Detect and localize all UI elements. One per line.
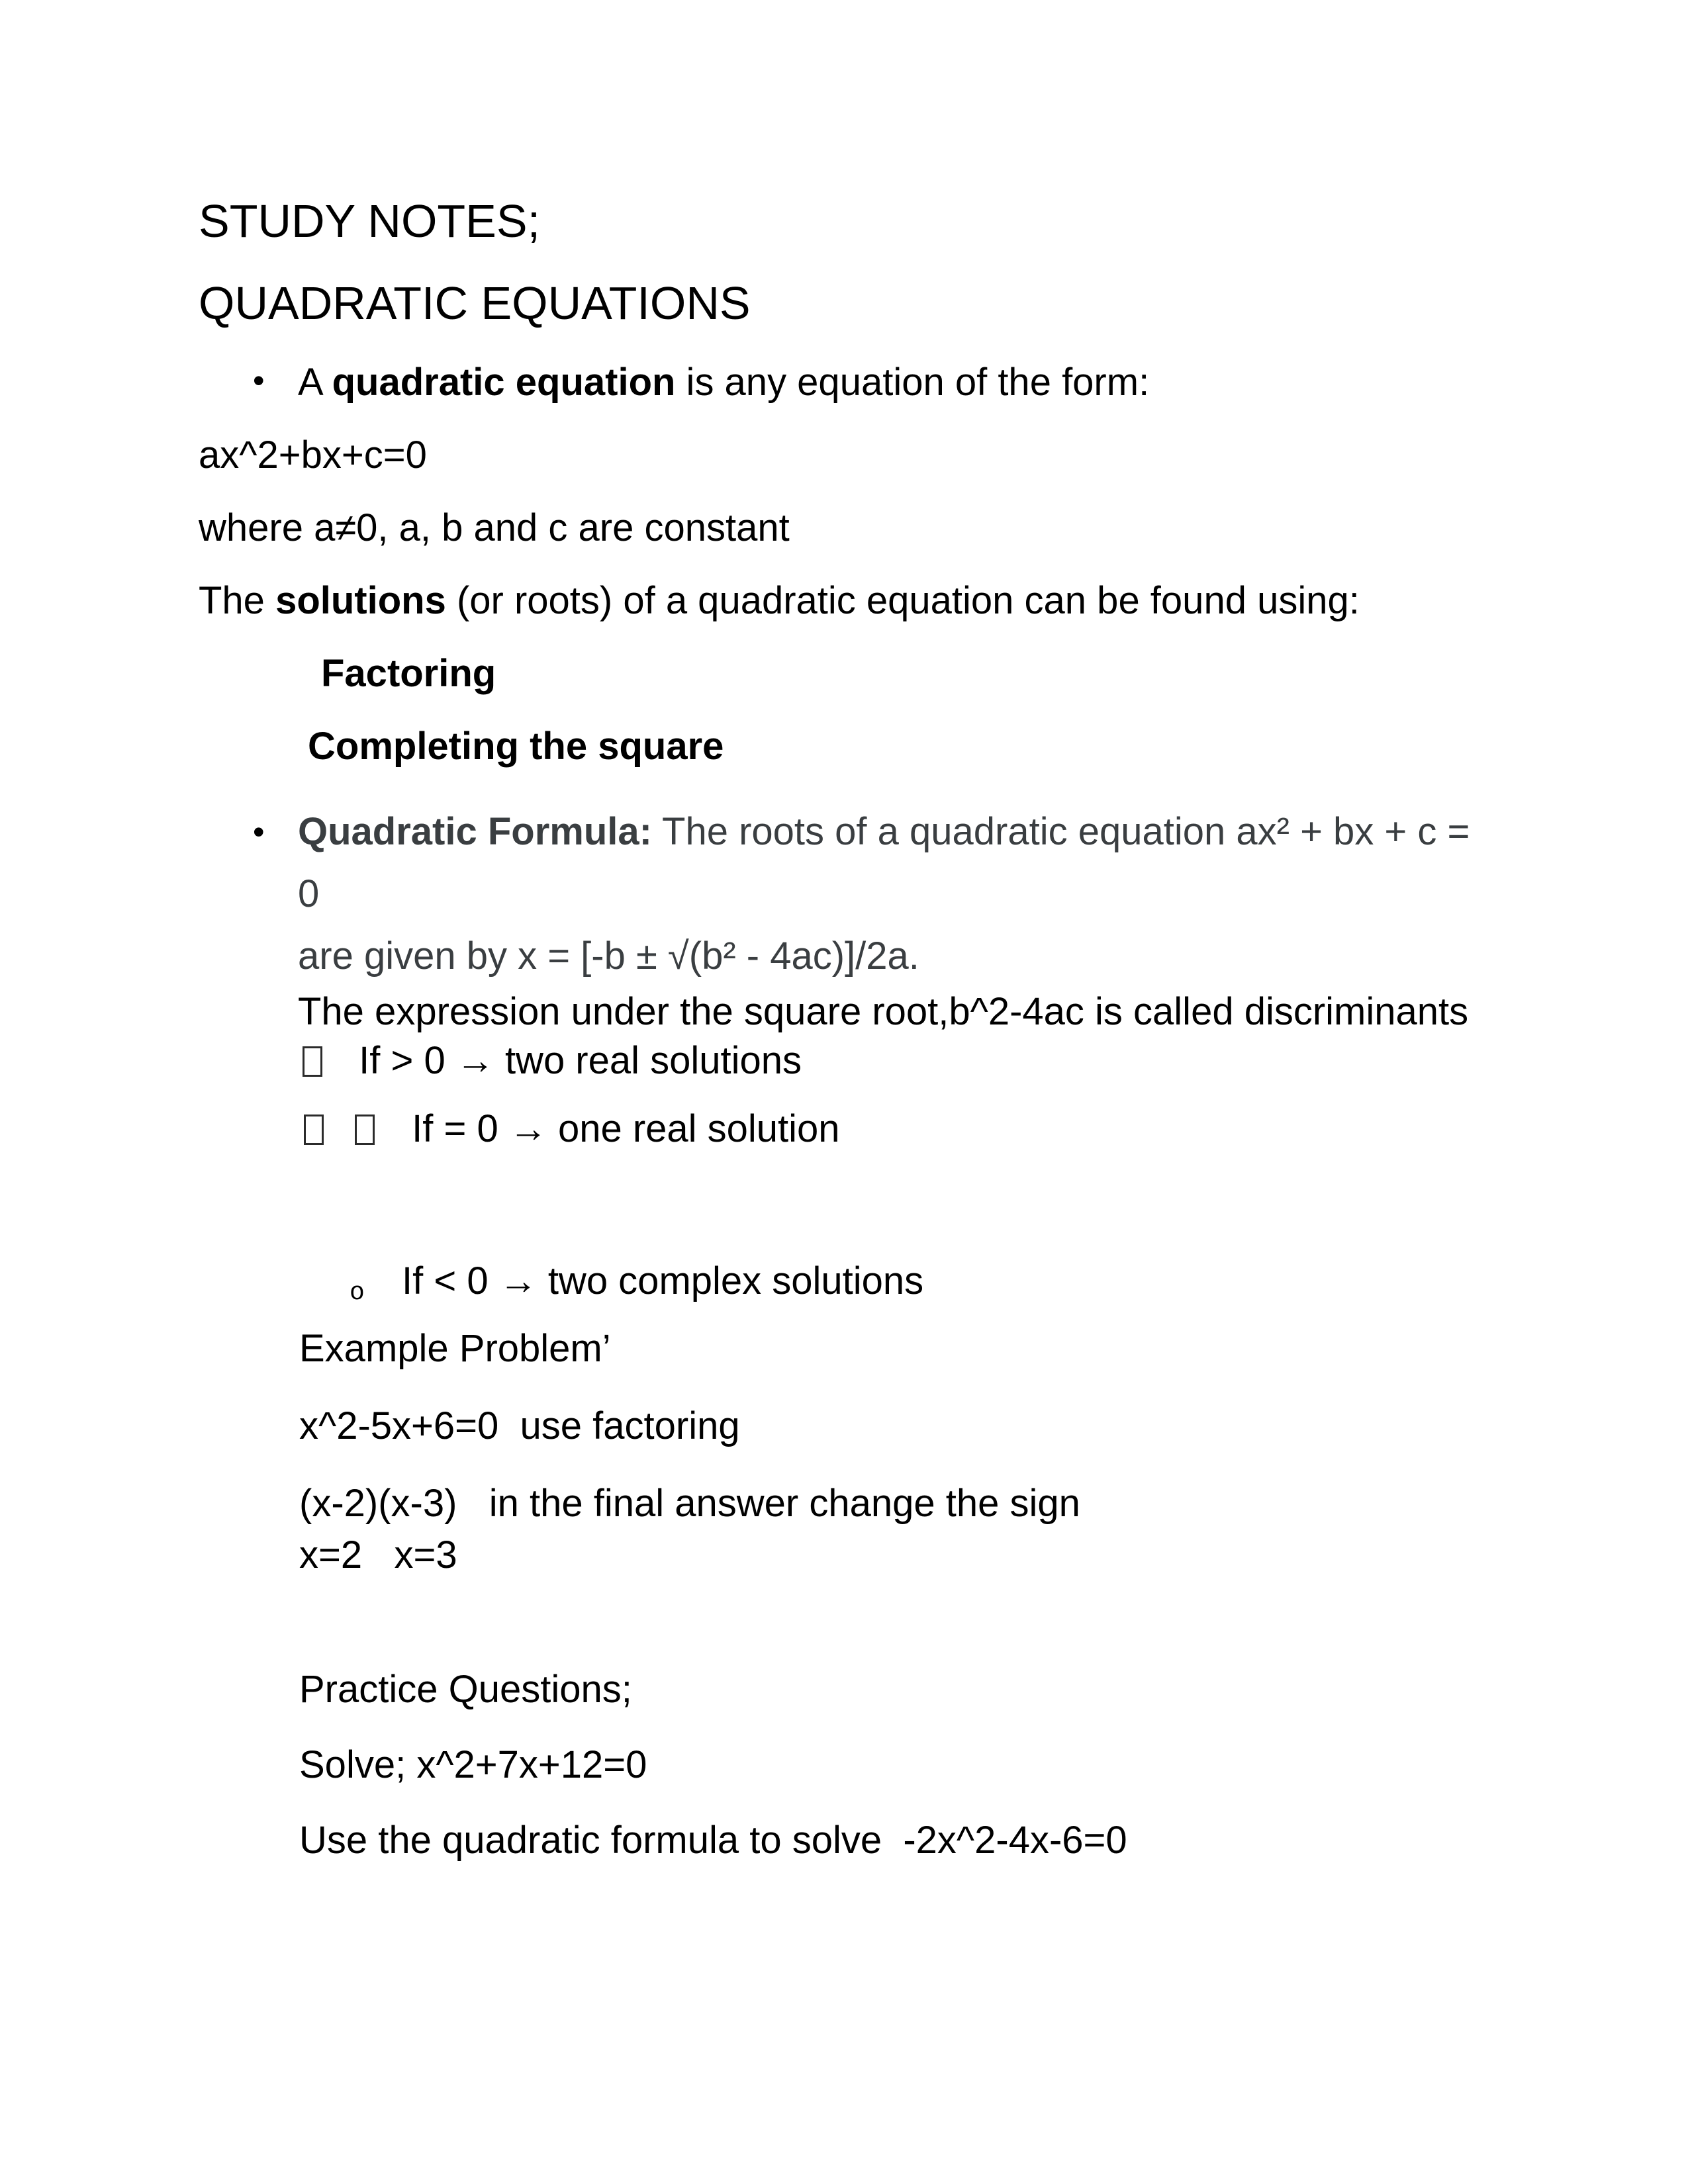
practice-question-1: Solve; x^2+7x+12=0: [299, 1743, 647, 1786]
discriminant-case-positive: [298, 1036, 1489, 1085]
discriminant-explanation: The expression under the square root,b^2-4ac is called discriminants: [298, 990, 1469, 1033]
constraint-line: where a≠0, a, b and c are constant: [199, 506, 790, 549]
discriminant-case-zero: [199, 1105, 1489, 1153]
bullet-icon: •: [253, 362, 265, 399]
quadratic-formula-bullet-item: [199, 801, 1489, 1085]
definition-pre: A: [298, 361, 332, 404]
doc-title: [199, 192, 1489, 250]
example-factored: (x-2)(x-3) in the final answer change the sign: [299, 1482, 1080, 1525]
practice-question-2: Use the quadratic formula to solve -2x^2-4x-6=0: [299, 1819, 1127, 1862]
example-roots: x=2 x=3: [299, 1533, 457, 1576]
discriminant-case-negative: [199, 1257, 1489, 1305]
definition-bold: quadratic equation: [332, 361, 676, 404]
definition-post: is any equation of the form:: [675, 361, 1150, 404]
case-zero-text: If = 0 → one real solution: [412, 1107, 840, 1150]
practice-heading: Practice Questions;: [299, 1668, 632, 1711]
formula-line-2: are given by x = [-b ± √(b² - 4ac)]/2a.: [298, 934, 919, 978]
solutions-pre: The: [199, 579, 276, 622]
method-factoring: Factoring: [321, 652, 496, 695]
formula-line-1: [298, 801, 1489, 925]
doc-subtitle-text: QUADRATIC EQUATIONS: [199, 277, 751, 329]
solutions-post: (or roots) of a quadratic equation can be found using:: [445, 579, 1360, 622]
example-heading: Example Problem’: [299, 1327, 611, 1370]
bullet-icon: •: [253, 813, 265, 850]
doc-subtitle: [199, 274, 1489, 332]
solutions-line: [199, 577, 1489, 625]
case-positive-text: If > 0 → two real solutions: [359, 1039, 802, 1082]
definition-bullet-item: [199, 359, 1489, 406]
formula-line1-text: The roots of a quadratic equation ax² + bx + c = 0: [298, 810, 1481, 915]
case-negative-text: If < 0 → two complex solutions: [402, 1259, 924, 1302]
missing-glyph-icon: [355, 1115, 375, 1145]
method-completing-square: Completing the square: [308, 725, 724, 768]
formula-label: Quadratic Formula:: [298, 810, 652, 853]
general-form-equation: ax^2+bx+c=0: [199, 433, 427, 477]
example-problem: x^2-5x+6=0 use factoring: [299, 1404, 740, 1447]
doc-title-text: STUDY NOTES;: [199, 195, 541, 247]
example-solution-block: [199, 1478, 1489, 1581]
missing-glyph-icon: [303, 1046, 322, 1077]
solutions-bold: solutions: [275, 579, 446, 622]
sub-bullet-icon: o: [350, 1279, 365, 1307]
missing-glyph-icon: [304, 1115, 324, 1145]
